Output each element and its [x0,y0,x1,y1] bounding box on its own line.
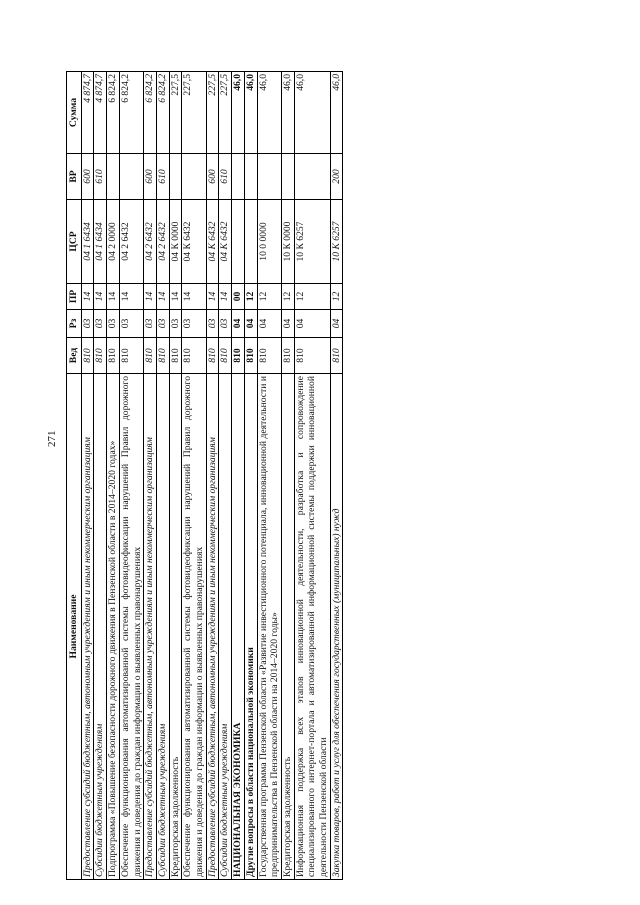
cell-ved: 810 [219,338,232,374]
cell-pr: 12 [294,284,330,310]
cell-name: Подпрограмма «Повышение безопасности дорожного движения в Пензенской области в 2014–2020 годах» [107,374,120,880]
cell-pr: 14 [81,284,94,310]
cell-sum: 46,0 [281,72,294,154]
cell-sum: 4 874,7 [81,72,94,154]
table-row [294,72,330,880]
cell-name: Государственная программа Пензенской области «Развитие инвестиционного потенциала, инновационной деятельности и предпринимательства в Пензенской области на 2014–2020 годы» [257,374,281,880]
budget-table [66,71,343,880]
cell-ved: 810 [257,338,281,374]
cell-name: Кредиторская задолженность [169,374,182,880]
cell-ved: 810 [294,338,330,374]
table-row [156,72,169,880]
cell-name: Субсидии бюджетным учреждениям [219,374,232,880]
cell-csr: 04 2 0000 [107,200,120,284]
table-row [232,72,245,880]
table-row [281,72,294,880]
cell-ved: 810 [156,338,169,374]
header-sum: Сумма [67,72,82,154]
table-row [244,72,257,880]
header-name: Наименование [67,374,82,880]
cell-name: НАЦИОНАЛЬНАЯ ЭКОНОМИКА [232,374,245,880]
cell-csr: 04 1 6434 [81,200,94,284]
cell-rz: 03 [81,310,94,338]
cell-name: Другие вопросы в области национальной экономики [244,374,257,880]
cell-name: Информационная поддержка всех этапов инновационной деятельности, разработка и сопровождение специализированного интернет-портала и автоматизированной информационной системы поддержки инновационной деятельности Пензенской области [294,374,330,880]
cell-sum: 46,0 [244,72,257,154]
cell-csr: 04 2 6432 [156,200,169,284]
header-vr: ВР [67,154,82,200]
header-pr: ПР [67,284,82,310]
cell-pr: 14 [119,284,143,310]
cell-vr [257,154,281,200]
table-row [144,72,157,880]
page-number: 271 [46,430,58,447]
cell-csr [232,200,245,284]
cell-sum: 6 824,2 [156,72,169,154]
table-row [257,72,281,880]
cell-pr: 14 [219,284,232,310]
cell-rz: 04 [232,310,245,338]
cell-rz: 03 [107,310,120,338]
cell-pr: 12 [330,284,343,310]
cell-vr: 610 [94,154,107,200]
cell-csr: 04 К 6432 [182,200,206,284]
cell-sum: 227,5 [169,72,182,154]
cell-ved: 810 [144,338,157,374]
table-row [107,72,120,880]
cell-sum: 227,5 [182,72,206,154]
table-row [219,72,232,880]
cell-rz: 04 [330,310,343,338]
cell-rz: 03 [219,310,232,338]
cell-pr: 14 [144,284,157,310]
cell-rz: 03 [119,310,143,338]
cell-pr: 14 [206,284,219,310]
cell-rz: 04 [281,310,294,338]
cell-csr [244,200,257,284]
table-row [119,72,143,880]
cell-rz: 04 [244,310,257,338]
cell-pr: 14 [169,284,182,310]
cell-name: Субсидии бюджетным учреждениям [156,374,169,880]
cell-sum: 46,0 [294,72,330,154]
cell-vr [244,154,257,200]
cell-sum: 4 874,7 [94,72,107,154]
cell-ved: 810 [94,338,107,374]
cell-name: Предоставление субсидий бюджетным, автономным учреждениям и иным некоммерческим организациям [206,374,219,880]
cell-csr: 10 К 0000 [281,200,294,284]
cell-name: Обеспечение функционирования автоматизированной системы фотовидеофиксации нарушений Правил дорожного движения и доведения до граждан информации о выявленных правонарушениях [119,374,143,880]
cell-sum: 46,0 [232,72,245,154]
cell-sum: 46,0 [257,72,281,154]
cell-name: Закупка товаров, работ и услуг для обеспечения государственных (муниципальных) нужд [330,374,343,880]
cell-rz: 04 [257,310,281,338]
cell-vr: 600 [206,154,219,200]
cell-csr: 04 К 0000 [169,200,182,284]
cell-csr: 04 К 6432 [206,200,219,284]
cell-pr: 00 [232,284,245,310]
cell-rz: 03 [206,310,219,338]
cell-rz: 03 [169,310,182,338]
cell-name: Предоставление субсидий бюджетным, автономным учреждениям и иным некоммерческим организациям [144,374,157,880]
cell-csr: 10 0 0000 [257,200,281,284]
cell-rz: 04 [294,310,330,338]
cell-vr: 600 [144,154,157,200]
cell-vr: 200 [330,154,343,200]
cell-pr: 12 [257,284,281,310]
cell-vr: 610 [156,154,169,200]
cell-rz: 03 [182,310,206,338]
table-row [94,72,107,880]
cell-vr: 600 [81,154,94,200]
table-row [330,72,343,880]
cell-ved: 810 [169,338,182,374]
cell-sum: 227,5 [206,72,219,154]
cell-sum: 6 824,2 [119,72,143,154]
cell-csr: 04 К 6432 [219,200,232,284]
cell-rz: 03 [156,310,169,338]
table-body [81,72,343,880]
cell-pr: 14 [107,284,120,310]
cell-ved: 810 [119,338,143,374]
cell-name: Обеспечение функционирования автоматизированной системы фотовидеофиксации нарушений Правил дорожного движения и доведения до граждан информации о выявленных правонарушениях [182,374,206,880]
cell-vr [169,154,182,200]
cell-vr [119,154,143,200]
cell-csr: 04 2 6432 [119,200,143,284]
cell-vr [232,154,245,200]
table-row [206,72,219,880]
cell-csr: 10 К 6257 [294,200,330,284]
cell-ved: 810 [81,338,94,374]
cell-name: Кредиторская задолженность [281,374,294,880]
cell-pr: 12 [281,284,294,310]
cell-name: Предоставление субсидий бюджетным, автономным учреждениям и иным некоммерческим организациям [81,374,94,880]
table-row [182,72,206,880]
cell-ved: 810 [244,338,257,374]
cell-rz: 03 [144,310,157,338]
cell-pr: 14 [94,284,107,310]
table-row [169,72,182,880]
cell-csr: 04 2 6432 [144,200,157,284]
header-rz: Рз [67,310,82,338]
cell-pr: 14 [182,284,206,310]
cell-sum: 6 824,2 [107,72,120,154]
cell-ved: 810 [281,338,294,374]
cell-pr: 12 [244,284,257,310]
table-row [81,72,94,880]
cell-ved: 810 [232,338,245,374]
cell-ved: 810 [206,338,219,374]
cell-sum: 6 824,2 [144,72,157,154]
cell-name: Субсидии бюджетным учреждениям [94,374,107,880]
table-header-row [67,72,82,880]
cell-csr: 10 К 6257 [330,200,343,284]
cell-vr [107,154,120,200]
cell-pr: 14 [156,284,169,310]
cell-vr [294,154,330,200]
cell-ved: 810 [107,338,120,374]
rotated-page-content [66,72,343,880]
header-csr: ЦСР [67,200,82,284]
cell-ved: 810 [330,338,343,374]
cell-vr [182,154,206,200]
cell-vr: 610 [219,154,232,200]
cell-sum: 46,0 [330,72,343,154]
cell-sum: 227,5 [219,72,232,154]
cell-rz: 03 [94,310,107,338]
cell-vr [281,154,294,200]
cell-csr: 04 1 6434 [94,200,107,284]
header-ved: Вед [67,338,82,374]
cell-ved: 810 [182,338,206,374]
